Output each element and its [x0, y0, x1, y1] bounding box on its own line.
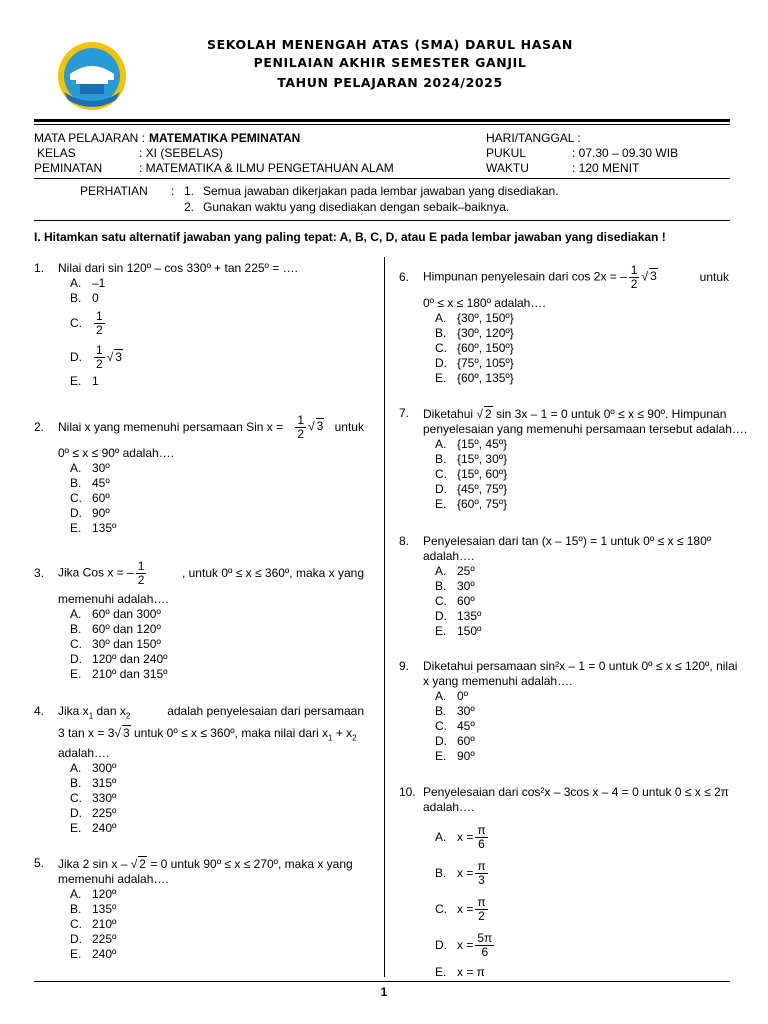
question-stem-cont: adalah….: [423, 549, 475, 563]
option-d[interactable]: D. $\frac{1}{2}$ √ 3: [70, 342, 122, 371]
question-number: 1.: [34, 261, 45, 275]
info-rule: [34, 178, 730, 179]
option-c[interactable]: C. 45º: [435, 719, 475, 733]
option-e[interactable]: E. 150º: [435, 624, 482, 638]
waktu-label: WAKTU: [486, 161, 529, 175]
option-c[interactable]: C. 60º: [435, 594, 475, 608]
question-stem-cont: x yang memenuhi adalah….: [423, 674, 573, 688]
school-logo: [56, 40, 128, 112]
question-number: 5.: [34, 856, 45, 870]
option-b[interactable]: B. x = $\frac{\pi}{3}$: [435, 858, 486, 887]
question-8: [399, 534, 729, 639]
question-6: [399, 262, 729, 386]
option-b[interactable]: B. 135º: [70, 902, 117, 916]
question-stem-cont: adalah….: [423, 800, 475, 814]
question-stem-cont: memenuhi adalah….: [58, 592, 169, 606]
option-e[interactable]: E. 1: [70, 374, 99, 388]
option-e[interactable]: E. x = π: [435, 964, 485, 979]
question-stem: Nilai dari sin 120º – cos 330º + tan 225º = ….: [58, 261, 298, 275]
question-stem: Diketahui √ 2 sin 3x – 1 = 0 untuk 0º ≤ x ≤ 90º. Himpunan: [423, 407, 727, 421]
page-number: 1: [380, 985, 388, 999]
peminatan-label: PEMINATAN: [34, 161, 103, 175]
question-number: 8.: [399, 534, 410, 548]
option-b[interactable]: B. {30º, 120º}: [435, 326, 514, 340]
pukul-label: PUKUL: [486, 146, 527, 160]
peminatan-value: : MATEMATIKA & ILMU PENGETAHUAN ALAM: [139, 161, 394, 175]
option-e[interactable]: E. {60º, 135º}: [435, 371, 514, 385]
option-c[interactable]: C. {60º, 150º}: [435, 341, 514, 355]
question-5: [34, 856, 364, 962]
pukul-value: : 07.30 – 09.30 WIB: [572, 146, 679, 160]
perhatian-label: PERHATIAN: [80, 184, 148, 198]
option-d[interactable]: D. 225º: [70, 932, 117, 946]
option-c[interactable]: C. x = $\frac{\pi}{2}$: [435, 894, 486, 923]
option-b[interactable]: B. 45º: [70, 476, 110, 490]
question-stem: Penyelesaian dari tan (x – 15º) = 1 untuk 0º ≤ x ≤ 180º: [423, 534, 712, 548]
question-stem-line2: 3 tan x = 3√ 3 untuk 0º ≤ x ≤ 360º, maka nilai dari $x_1 + x_2$: [58, 726, 357, 743]
question-3: [34, 556, 364, 682]
kelas-value: : XI (SEBELAS): [139, 146, 224, 160]
option-a[interactable]: A. 60º dan 300º: [70, 607, 161, 621]
question-1: [34, 261, 364, 389]
option-d[interactable]: D. 225º: [70, 805, 117, 820]
question-number: 10.: [399, 785, 416, 799]
option-b[interactable]: B. 60º dan 120º: [70, 622, 161, 636]
option-c[interactable]: C. 60º: [70, 491, 110, 505]
option-d[interactable]: D. 90º: [70, 506, 110, 520]
question-number: 6.: [399, 270, 410, 284]
perhatian-rule: [34, 220, 730, 221]
kelas-label: KELAS: [37, 146, 76, 160]
section-instruction: I. Hitamkan satu alternatif jawaban yang paling tepat: A, B, C, D, atau E pada lembar jawaban yang disediakan !: [34, 230, 666, 244]
perhatian-num-1: 1.: [184, 184, 195, 198]
option-b[interactable]: B. {15º, 30º}: [435, 452, 508, 466]
option-c[interactable]: C. 330º: [70, 790, 117, 805]
question-stem: Penyelesaian dari cos²x – 3cos x – 4 = 0 untuk 0 ≤ x ≤ 2π: [423, 785, 729, 799]
option-c[interactable]: C. {15º, 60º}: [435, 467, 508, 481]
question-stem-cont: adalah….: [58, 745, 110, 760]
option-d[interactable]: D. 120º dan 240º: [70, 652, 168, 666]
option-a[interactable]: A. 120º: [70, 887, 117, 901]
option-d[interactable]: D. 60º: [435, 734, 475, 748]
perhatian-item-1: Semua jawaban dikerjakan pada lembar jawaban yang disediakan.: [203, 184, 559, 198]
option-a[interactable]: A. 30º: [70, 461, 110, 475]
question-stem-cont: memenuhi adalah….: [58, 872, 169, 886]
footer-rule: [34, 981, 730, 982]
question-number: 3.: [34, 566, 45, 580]
perhatian-item-2: Gunakan waktu yang disediakan dengan sebaik–baiknya.: [203, 200, 510, 214]
question-number: 4.: [34, 704, 45, 718]
option-a[interactable]: A. x = $\frac{\pi}{6}$: [435, 822, 486, 851]
column-divider: [384, 257, 385, 977]
option-b[interactable]: B. 30º: [435, 579, 475, 593]
option-a[interactable]: A. {30º, 150º}: [435, 311, 514, 325]
fraction: $\frac{1}{2}$: [96, 308, 103, 337]
exam-title: PENILAIAN AKHIR SEMESTER GANJIL: [253, 55, 527, 70]
question-7: [399, 406, 748, 512]
option-b[interactable]: B. 315º: [70, 775, 117, 790]
option-e[interactable]: E. 135º: [70, 521, 117, 535]
header-rule-thick: [34, 119, 730, 122]
option-e[interactable]: E. 90º: [435, 749, 475, 763]
option-a[interactable]: A. 300º: [70, 760, 117, 775]
header-rule-thin: [34, 124, 730, 125]
question-number: 9.: [399, 659, 410, 673]
question-stem-cont: 0º ≤ x ≤ 180º adalah….: [423, 296, 546, 310]
question-stem: Jika $x_1$ dan $x_2$ adalah penyelesaian dari persamaan: [58, 704, 364, 721]
question-stem-cont: 0º ≤ x ≤ 90º adalah….: [58, 446, 174, 460]
option-b[interactable]: B. 0: [70, 291, 99, 305]
question-stem: Jika Cos x = – $\frac{1}{2}$ , untuk 0º ≤ x ≤ 360º, maka x yang: [58, 558, 364, 587]
option-a[interactable]: A. 25º: [435, 564, 475, 578]
question-stem: Himpunan penyelesain dari cos 2x = – $\frac{1}{2}$ √ 3 untuk: [423, 262, 729, 291]
option-e[interactable]: E. 210º dan 315º: [70, 667, 168, 681]
question-number: 7.: [399, 406, 410, 420]
question-stem: Diketahui persamaan sin²x – 1 = 0 untuk 0º ≤ x ≤ 120º, nilai: [423, 659, 738, 673]
mapel-value: MATEMATIKA PEMINATAN: [149, 131, 301, 145]
option-e[interactable]: E. {60º, 75º}: [435, 497, 508, 511]
option-e[interactable]: E. 240º: [70, 820, 117, 835]
question-9: [399, 659, 738, 764]
option-c[interactable]: C. 210º: [70, 917, 117, 931]
question-stem-cont: penyelesaian yang memenuhi persamaan tersebut adalah….: [423, 422, 748, 436]
option-b[interactable]: B. 30º: [435, 704, 475, 718]
option-c[interactable]: C. 30º dan 150º: [70, 637, 161, 651]
option-a[interactable]: A. 0º: [435, 689, 469, 703]
question-2: [34, 412, 364, 536]
fraction: $\frac{1}{2}$: [96, 342, 103, 371]
option-d[interactable]: D. {75º, 105º}: [435, 356, 514, 370]
school-name: SEKOLAH MENENGAH ATAS (SMA) DARUL HASAN: [207, 37, 573, 52]
question-stem: Nilai x yang memenuhi persamaan Sin x = $\frac{1}{2}$ √ 3 untuk: [58, 412, 364, 441]
option-a[interactable]: A. {15º, 45º}: [435, 437, 508, 451]
option-a[interactable]: A. –1: [70, 276, 106, 290]
waktu-value: : 120 MENIT: [572, 161, 640, 175]
academic-year: TAHUN PELAJARAN 2024/2025: [277, 75, 503, 90]
question-4: [34, 704, 364, 836]
question-stem: Jika 2 sin x – √ 2 = 0 untuk 90º ≤ x ≤ 270º, maka x yang: [58, 857, 353, 871]
perhatian-sep: :: [171, 184, 175, 198]
option-d[interactable]: D. x = $\frac{5\pi}{6}$: [435, 930, 493, 959]
option-c[interactable]: C. $\frac{1}{2}$: [70, 308, 103, 337]
hari-label: HARI/TANGGAL :: [486, 131, 581, 145]
perhatian-num-2: 2.: [184, 200, 195, 214]
option-d[interactable]: D. 135º: [435, 609, 482, 623]
mapel-label: MATA PELAJARAN :: [34, 131, 145, 145]
question-number: 2.: [34, 420, 45, 434]
option-d[interactable]: D. {45º, 75º}: [435, 482, 508, 496]
option-e[interactable]: E. 240º: [70, 947, 117, 961]
question-10: [399, 785, 729, 981]
